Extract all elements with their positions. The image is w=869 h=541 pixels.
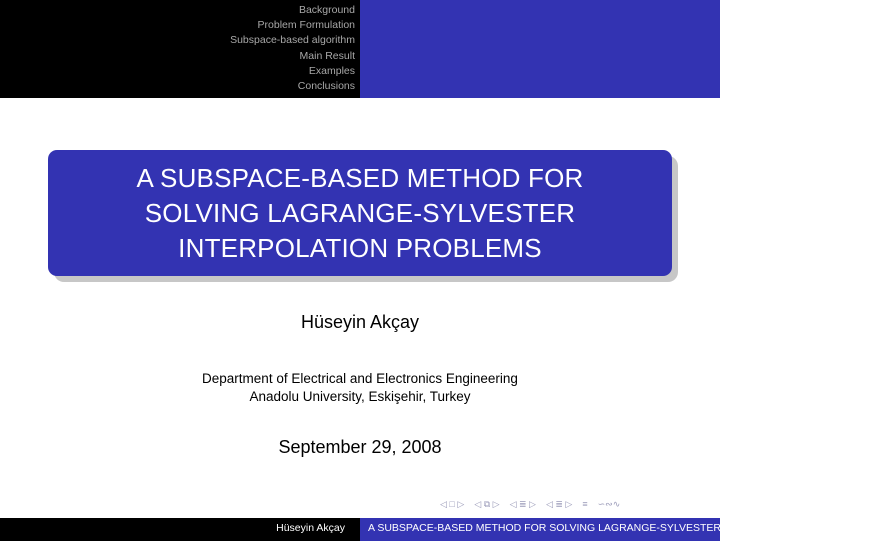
nav-item-examples[interactable]: Examples [308,64,355,77]
footline-author: Hüseyin Akçay [276,522,345,534]
institute-university: Anadolu University, Eskişehir, Turkey [249,389,471,404]
nav-item-conclusions[interactable]: Conclusions [297,80,355,93]
headline [0,0,720,98]
footline-author-panel [0,518,360,541]
align-icon[interactable]: ≡ [582,499,588,509]
institute [0,370,720,406]
title-line-1: A SUBSPACE-BASED METHOD FOR [136,162,584,193]
footline [0,518,869,541]
search-icon[interactable]: ∽∾∿ [597,499,621,509]
title-line-2: SOLVING LAGRANGE-SYLVESTER [144,197,576,228]
section-navigation [230,3,355,94]
title-box [48,150,672,276]
author-name: Hüseyin Akçay [300,312,420,332]
nav-item-subspace-algorithm[interactable]: Subspace-based algorithm [230,34,355,47]
footline-title: A SUBSPACE-BASED METHOD FOR SOLVING LAGRANGE-SYLVESTER INTERPOLATION PROBLEMS [368,522,869,534]
section-navigation-icon[interactable]: ◁ ≣ ▷ [509,499,536,509]
nav-item-problem-formulation[interactable]: Problem Formulation [257,19,355,32]
headline-right-panel [360,0,720,98]
nav-item-main-result[interactable]: Main Result [299,49,355,62]
subsubsection-navigation-icon[interactable]: ◁ ≣ ▷ [545,499,573,509]
headline-left-panel [0,0,360,98]
frame-navigation-icon[interactable]: ◁ □ ▷ [440,499,465,509]
institute-department: Department of Electrical and Electronics Engineering [202,371,518,386]
presentation-date: September 29, 2008 [278,437,442,457]
nav-item-background[interactable]: Background [298,4,355,16]
subsection-navigation-icon[interactable]: ◁ ⧉ ▷ [474,499,500,509]
title-line-3: INTERPOLATION PROBLEMS [178,232,542,263]
footline-title-panel [360,518,869,541]
navigation-symbols [440,496,622,512]
